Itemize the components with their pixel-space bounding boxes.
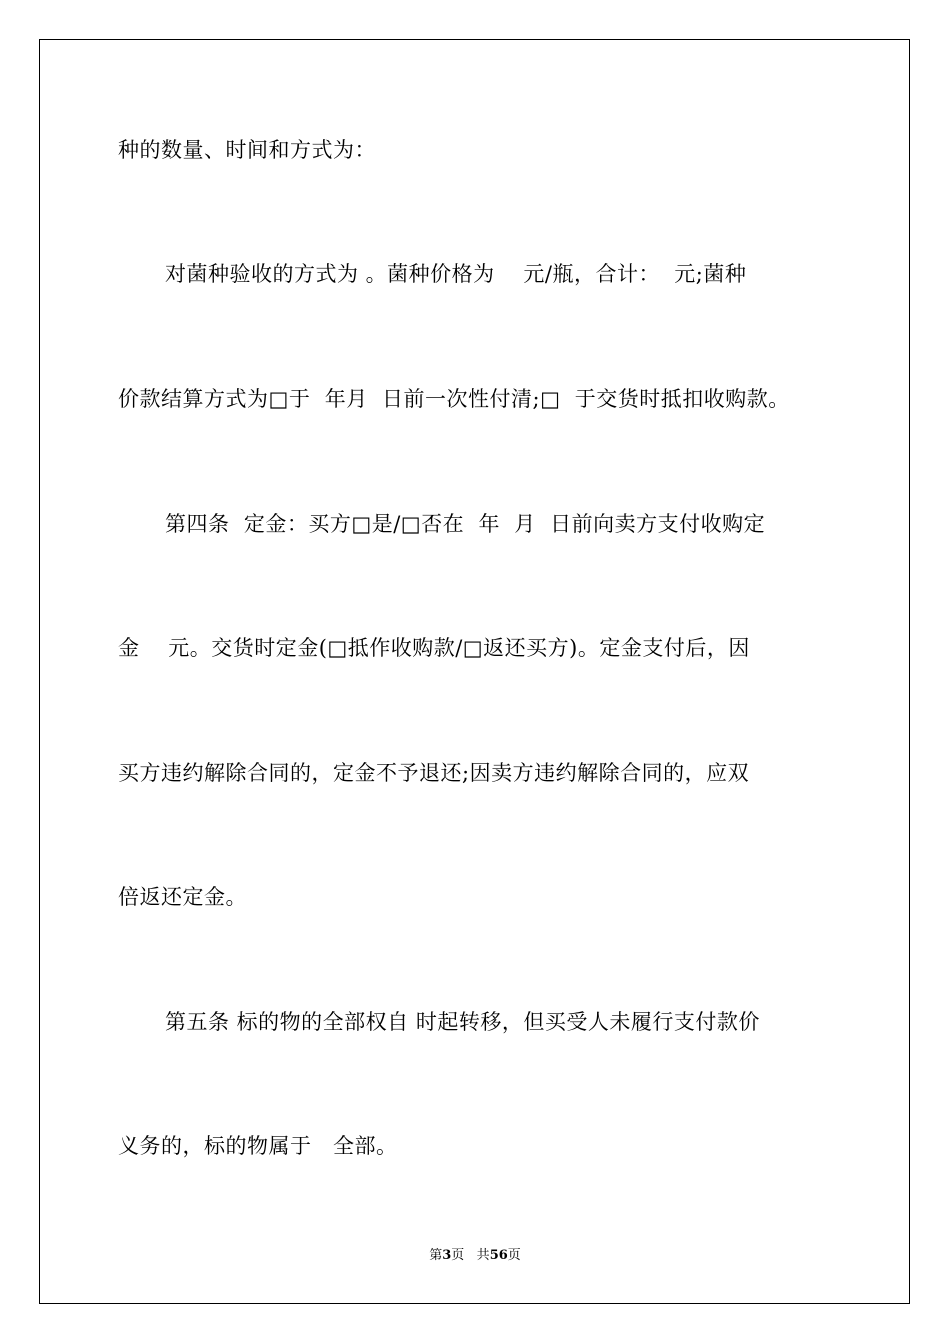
paragraph-line-9: 义务的，标的物属于 全部。	[118, 1134, 398, 1158]
footer-page-suffix: 页	[451, 1248, 465, 1263]
page-footer	[0, 1247, 950, 1265]
footer-page-prefix: 第	[429, 1248, 443, 1263]
paragraph-line-5: 金 元。交货时定金(□抵作收购款/□返还买方)。定金支付后，因	[118, 636, 750, 660]
paragraph-line-8: 第五条 标的物的全部权自 时起转移，但买受人未履行支付款价	[165, 1010, 760, 1034]
paragraph-line-6: 买方违约解除合同的，定金不予退还;因卖方违约解除合同的，应双	[118, 761, 750, 785]
paragraph-line-7: 倍返还定金。	[118, 885, 247, 909]
footer-total-suffix: 页	[507, 1248, 521, 1263]
paragraph-line-4: 第四条 定金：买方□是/□否在 年 月 日前向卖方支付收购定	[165, 512, 766, 536]
footer-total-prefix: 共	[476, 1248, 490, 1263]
paragraph-line-3: 价款结算方式为□于 年月 日前一次性付清;□ 于交货时抵扣收购款。	[118, 387, 790, 411]
page-border	[39, 39, 910, 1304]
paragraph-line-1: 种的数量、时间和方式为：	[118, 138, 376, 162]
footer-total-pages: 56	[489, 1248, 508, 1263]
paragraph-line-2: 对菌种验收的方式为 。菌种价格为 元/瓶，合计： 元;菌种	[165, 262, 747, 286]
footer-page-number: 3	[442, 1248, 452, 1263]
